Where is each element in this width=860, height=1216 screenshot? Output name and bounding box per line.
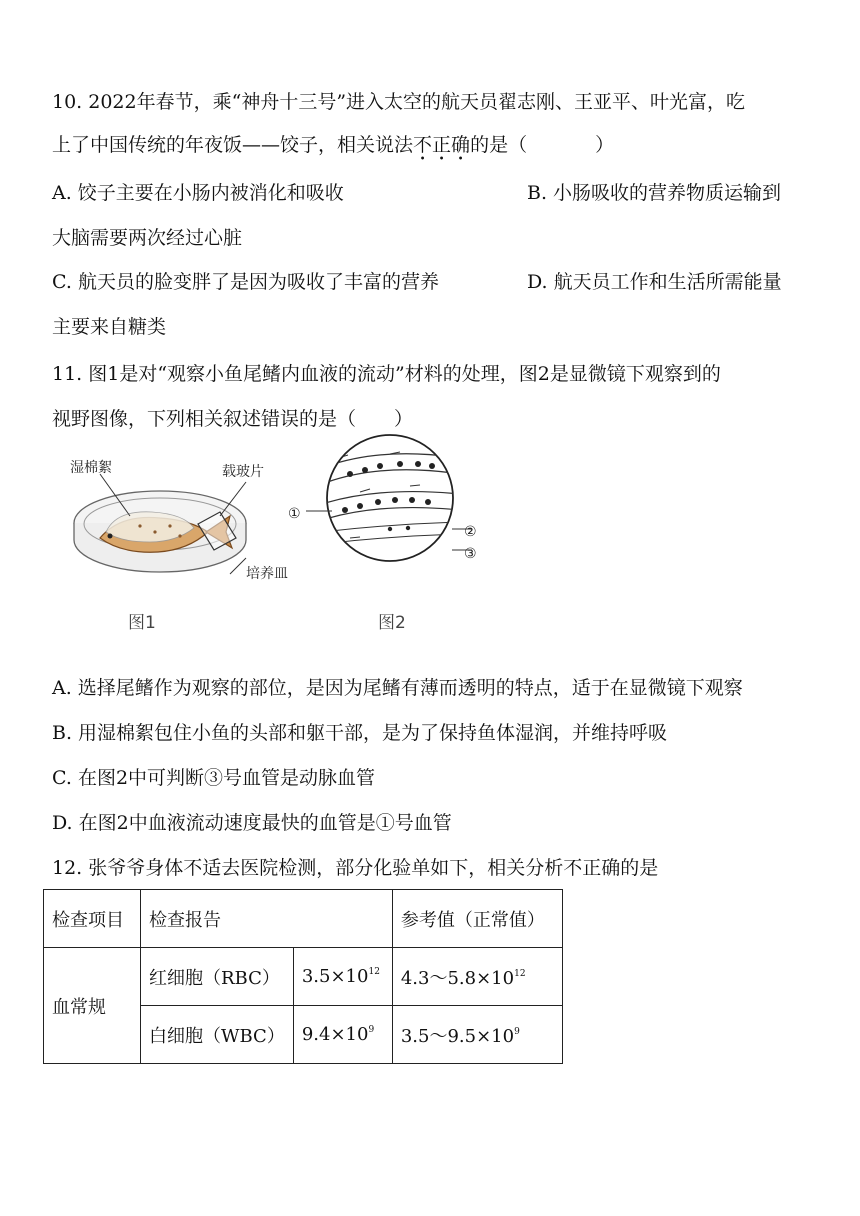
rbc-name: 红细胞（RBC） — [141, 948, 294, 1006]
rbc-reference — [392, 948, 562, 1006]
table-row — [44, 948, 563, 1006]
petri-dish-illustration — [74, 474, 246, 574]
rbc-ref-exp: 12 — [514, 968, 526, 979]
q11-option-b: B. 用湿棉絮包住小鱼的头部和躯干部，是为了保持鱼体湿润，并维持呼吸 — [52, 722, 668, 744]
q10-stem-line1: 10. 2022年春节，乘“神舟十三号”进入太空的航天员翟志刚、王亚平、叶光富，吃 — [52, 91, 746, 113]
q10-stem-line2 — [52, 133, 614, 157]
caption-figure-2: 图2 — [378, 613, 406, 633]
q12-stem: 12. 张爷爷身体不适去医院检测，部分化验单如下，相关分析不正确的是 — [52, 857, 659, 879]
marker-3: ③ — [464, 546, 477, 562]
q10-stem-text-end: 的是（ — [470, 134, 528, 156]
group-blood-routine: 血常规 — [44, 948, 141, 1064]
wbc-ref-exp: 9 — [514, 1026, 520, 1037]
header-report: 检查报告 — [141, 890, 393, 948]
emphasis-char: 正 — [432, 134, 452, 156]
emphasis-char: 确 — [451, 134, 471, 156]
wbc-ref-base: 3.5～9.5×10 — [400, 1025, 515, 1047]
label-wet-cotton: 湿棉絮 — [70, 460, 112, 476]
rbc-ref-base: 4.3～5.8×10 — [400, 967, 515, 989]
wbc-value-base: 9.4×10 — [301, 1024, 369, 1045]
q11-stem-line1: 11. 图1是对“观察小鱼尾鳍内血液的流动”材料的处理，图2是显微镜下观察到的 — [52, 363, 721, 385]
q10-option-d-cont: 主要来自糖类 — [52, 316, 167, 338]
header-item: 检查项目 — [44, 890, 141, 948]
close-paren: ） — [595, 134, 615, 156]
caption-figure-1: 图1 — [128, 613, 156, 633]
q10-option-b: B. 小肠吸收的营养物质运输到 — [527, 182, 782, 204]
blood-test-table — [43, 889, 563, 1064]
label-glass-slide: 载玻片 — [222, 464, 264, 480]
q10-stem-text: 上了中国传统的年夜饭——饺子，相关说法 — [52, 134, 414, 156]
q11-option-d: D. 在图2中血液流动速度最快的血管是①号血管 — [52, 812, 452, 834]
q11-option-a: A. 选择尾鳍作为观察的部位，是因为尾鳍有薄而透明的特点，适于在显微镜下观察 — [52, 677, 743, 699]
emphasis-char: 不 — [413, 134, 433, 156]
q10-option-a: A. 饺子主要在小肠内被消化和吸收 — [52, 182, 344, 204]
marker-2: ② — [464, 524, 477, 540]
wbc-name: 白细胞（WBC） — [141, 1006, 294, 1064]
fish-tail-figure — [60, 428, 477, 638]
table-header-row — [44, 890, 563, 948]
q11-option-c: C. 在图2中可判断③号血管是动脉血管 — [52, 767, 376, 789]
q10-option-d: D. 航天员工作和生活所需能量 — [527, 271, 782, 293]
marker-1: ① — [288, 506, 301, 522]
header-reference: 参考值（正常值） — [392, 890, 562, 948]
wbc-reference — [392, 1006, 562, 1064]
microscope-view-illustration — [306, 435, 472, 561]
rbc-value-base: 3.5×10 — [301, 966, 369, 987]
rbc-value — [293, 948, 392, 1006]
rbc-value-exp: 12 — [368, 967, 380, 977]
wbc-value-exp: 9 — [368, 1025, 375, 1035]
q11-stem-line2: 视野图像，下列相关叙述错误的是（ ） — [52, 408, 414, 430]
wbc-value — [293, 1006, 392, 1064]
label-petri-dish: 培养皿 — [246, 566, 288, 582]
q10-option-b-cont: 大脑需要两次经过心脏 — [52, 227, 243, 249]
q10-option-c: C. 航天员的脸变胖了是因为吸收了丰富的营养 — [52, 271, 439, 293]
